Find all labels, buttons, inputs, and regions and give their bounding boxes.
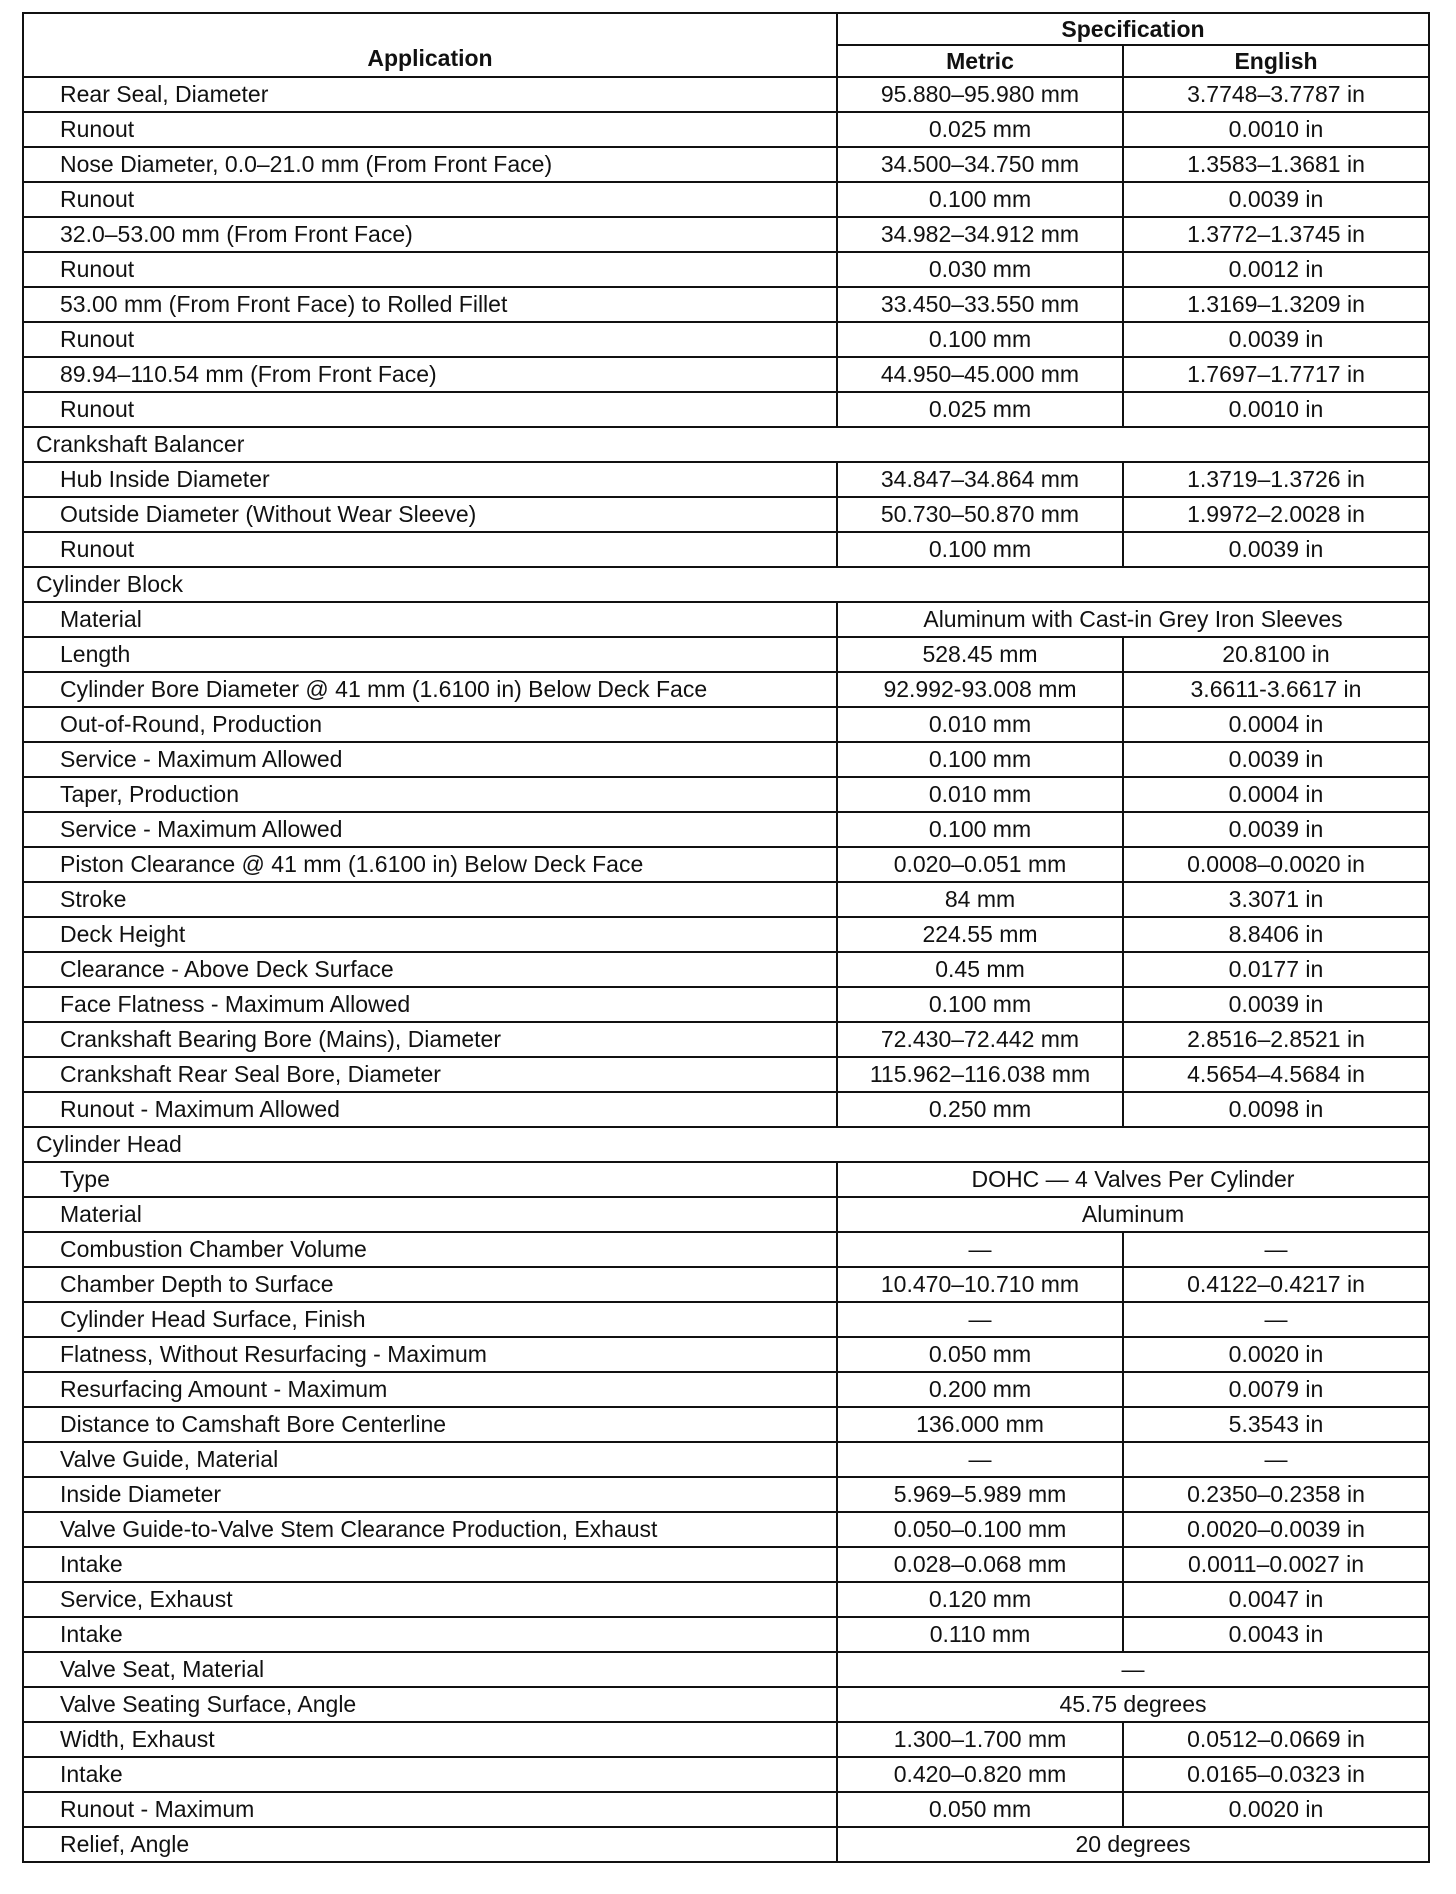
section-row <box>23 427 1429 462</box>
application-cell: Intake <box>23 1757 837 1792</box>
metric-cell: 0.100 mm <box>837 812 1123 847</box>
combined-spec-cell: DOHC — 4 Valves Per Cylinder <box>837 1162 1429 1197</box>
application-cell: Piston Clearance @ 41 mm (1.6100 in) Below Deck Face <box>23 847 837 882</box>
table-row <box>23 1337 1429 1372</box>
english-cell: — <box>1123 1442 1429 1477</box>
table-row <box>23 1162 1429 1197</box>
table-row <box>23 357 1429 392</box>
metric-cell: 0.050 mm <box>837 1337 1123 1372</box>
english-cell: 1.9972–2.0028 in <box>1123 497 1429 532</box>
english-cell: 0.0039 in <box>1123 532 1429 567</box>
application-cell: Combustion Chamber Volume <box>23 1232 837 1267</box>
metric-cell: 0.025 mm <box>837 112 1123 147</box>
section-title: Crankshaft Balancer <box>23 427 1429 462</box>
table-row <box>23 1057 1429 1092</box>
application-cell: Material <box>23 602 837 637</box>
combined-spec-cell: Aluminum with Cast-in Grey Iron Sleeves <box>837 602 1429 637</box>
application-cell: Valve Seat, Material <box>23 1652 837 1687</box>
table-row <box>23 987 1429 1022</box>
table-row <box>23 322 1429 357</box>
table-row <box>23 812 1429 847</box>
table-row <box>23 1232 1429 1267</box>
english-cell: 0.0039 in <box>1123 987 1429 1022</box>
metric-cell: 72.430–72.442 mm <box>837 1022 1123 1057</box>
table-row <box>23 952 1429 987</box>
application-cell: Chamber Depth to Surface <box>23 1267 837 1302</box>
application-header: Application <box>23 13 837 77</box>
english-cell: 1.3719–1.3726 in <box>1123 462 1429 497</box>
metric-cell: 0.100 mm <box>837 182 1123 217</box>
application-cell: Intake <box>23 1617 837 1652</box>
application-cell: Face Flatness - Maximum Allowed <box>23 987 837 1022</box>
table-row <box>23 462 1429 497</box>
table-row <box>23 1197 1429 1232</box>
application-cell: Material <box>23 1197 837 1232</box>
english-cell: 0.0512–0.0669 in <box>1123 1722 1429 1757</box>
application-cell: Runout <box>23 182 837 217</box>
table-row <box>23 1512 1429 1547</box>
application-cell: Nose Diameter, 0.0–21.0 mm (From Front Face) <box>23 147 837 182</box>
application-cell: Type <box>23 1162 837 1197</box>
metric-cell: 33.450–33.550 mm <box>837 287 1123 322</box>
english-cell: 0.0039 in <box>1123 742 1429 777</box>
english-cell: 3.3071 in <box>1123 882 1429 917</box>
table-row <box>23 532 1429 567</box>
application-cell: Outside Diameter (Without Wear Sleeve) <box>23 497 837 532</box>
application-cell: Runout <box>23 112 837 147</box>
english-cell: — <box>1123 1232 1429 1267</box>
english-cell: 5.3543 in <box>1123 1407 1429 1442</box>
table-row <box>23 1092 1429 1127</box>
english-cell: 2.8516–2.8521 in <box>1123 1022 1429 1057</box>
application-cell: Valve Seating Surface, Angle <box>23 1687 837 1722</box>
table-row <box>23 1407 1429 1442</box>
application-cell: Runout - Maximum <box>23 1792 837 1827</box>
english-cell: 0.0010 in <box>1123 112 1429 147</box>
section-row <box>23 1127 1429 1162</box>
english-cell: 0.0008–0.0020 in <box>1123 847 1429 882</box>
application-cell: Service - Maximum Allowed <box>23 742 837 777</box>
english-cell: 1.3169–1.3209 in <box>1123 287 1429 322</box>
section-row <box>23 567 1429 602</box>
combined-spec-cell: Aluminum <box>837 1197 1429 1232</box>
application-cell: Distance to Camshaft Bore Centerline <box>23 1407 837 1442</box>
application-cell: Runout - Maximum Allowed <box>23 1092 837 1127</box>
metric-cell: 34.982–34.912 mm <box>837 217 1123 252</box>
english-cell: 3.7748–3.7787 in <box>1123 77 1429 112</box>
metric-header: Metric <box>837 45 1123 77</box>
application-cell: Crankshaft Rear Seal Bore, Diameter <box>23 1057 837 1092</box>
application-cell: Intake <box>23 1547 837 1582</box>
english-cell: 0.0039 in <box>1123 182 1429 217</box>
table-row <box>23 1582 1429 1617</box>
english-cell: 8.8406 in <box>1123 917 1429 952</box>
table-row <box>23 1722 1429 1757</box>
table-row <box>23 672 1429 707</box>
table-row <box>23 497 1429 532</box>
application-cell: Deck Height <box>23 917 837 952</box>
english-cell: 0.0165–0.0323 in <box>1123 1757 1429 1792</box>
metric-cell: 0.250 mm <box>837 1092 1123 1127</box>
application-cell: Crankshaft Bearing Bore (Mains), Diameter <box>23 1022 837 1057</box>
metric-cell: 0.100 mm <box>837 322 1123 357</box>
application-cell: Hub Inside Diameter <box>23 462 837 497</box>
english-cell: 4.5654–4.5684 in <box>1123 1057 1429 1092</box>
metric-cell: 115.962–116.038 mm <box>837 1057 1123 1092</box>
application-cell: Service, Exhaust <box>23 1582 837 1617</box>
metric-cell: 0.100 mm <box>837 987 1123 1022</box>
application-cell: Service - Maximum Allowed <box>23 812 837 847</box>
metric-cell: 0.200 mm <box>837 1372 1123 1407</box>
metric-cell: 0.028–0.068 mm <box>837 1547 1123 1582</box>
table-row <box>23 742 1429 777</box>
application-cell: Runout <box>23 322 837 357</box>
application-cell: Clearance - Above Deck Surface <box>23 952 837 987</box>
spec-body <box>23 77 1429 1862</box>
metric-cell: 0.100 mm <box>837 742 1123 777</box>
application-cell: Relief, Angle <box>23 1827 837 1862</box>
metric-cell: 44.950–45.000 mm <box>837 357 1123 392</box>
application-cell: Stroke <box>23 882 837 917</box>
application-cell: Width, Exhaust <box>23 1722 837 1757</box>
english-cell: 0.0010 in <box>1123 392 1429 427</box>
table-row <box>23 217 1429 252</box>
metric-cell: 0.020–0.051 mm <box>837 847 1123 882</box>
application-cell: Resurfacing Amount - Maximum <box>23 1372 837 1407</box>
metric-cell: 0.110 mm <box>837 1617 1123 1652</box>
metric-cell: 84 mm <box>837 882 1123 917</box>
application-cell: Runout <box>23 532 837 567</box>
english-cell: 0.0004 in <box>1123 777 1429 812</box>
metric-cell: 0.010 mm <box>837 707 1123 742</box>
metric-cell: 0.050 mm <box>837 1792 1123 1827</box>
application-cell: Runout <box>23 252 837 287</box>
application-cell: Rear Seal, Diameter <box>23 77 837 112</box>
application-cell: Valve Guide, Material <box>23 1442 837 1477</box>
metric-cell: 50.730–50.870 mm <box>837 497 1123 532</box>
metric-cell: 0.030 mm <box>837 252 1123 287</box>
table-row <box>23 147 1429 182</box>
application-cell: Cylinder Bore Diameter @ 41 mm (1.6100 in) Below Deck Face <box>23 672 837 707</box>
spec-sheet <box>22 12 1428 1863</box>
application-cell: 53.00 mm (From Front Face) to Rolled Fillet <box>23 287 837 322</box>
metric-cell: 224.55 mm <box>837 917 1123 952</box>
table-row <box>23 112 1429 147</box>
table-row <box>23 917 1429 952</box>
table-row <box>23 252 1429 287</box>
table-row <box>23 1022 1429 1057</box>
table-row <box>23 1757 1429 1792</box>
table-row <box>23 1792 1429 1827</box>
metric-cell: — <box>837 1302 1123 1337</box>
english-cell: 0.0098 in <box>1123 1092 1429 1127</box>
table-row <box>23 707 1429 742</box>
table-row <box>23 1827 1429 1862</box>
metric-cell: 0.025 mm <box>837 392 1123 427</box>
table-row <box>23 777 1429 812</box>
table-row <box>23 1302 1429 1337</box>
table-row <box>23 637 1429 672</box>
table-row <box>23 1442 1429 1477</box>
application-cell: Cylinder Head Surface, Finish <box>23 1302 837 1337</box>
combined-spec-cell: — <box>837 1652 1429 1687</box>
table-row <box>23 882 1429 917</box>
table-row <box>23 287 1429 322</box>
specification-table <box>22 12 1430 1863</box>
metric-cell: 34.500–34.750 mm <box>837 147 1123 182</box>
application-cell: Flatness, Without Resurfacing - Maximum <box>23 1337 837 1372</box>
table-row <box>23 1372 1429 1407</box>
metric-cell: 10.470–10.710 mm <box>837 1267 1123 1302</box>
metric-cell: — <box>837 1232 1123 1267</box>
english-cell: 0.0177 in <box>1123 952 1429 987</box>
application-cell: Inside Diameter <box>23 1477 837 1512</box>
table-row <box>23 1267 1429 1302</box>
english-cell: 0.4122–0.4217 in <box>1123 1267 1429 1302</box>
english-cell: 0.0020 in <box>1123 1792 1429 1827</box>
table-row <box>23 392 1429 427</box>
metric-cell: 528.45 mm <box>837 637 1123 672</box>
english-cell: 0.0039 in <box>1123 812 1429 847</box>
combined-spec-cell: 20 degrees <box>837 1827 1429 1862</box>
english-cell: 0.0043 in <box>1123 1617 1429 1652</box>
combined-spec-cell: 45.75 degrees <box>837 1687 1429 1722</box>
english-cell: 0.0004 in <box>1123 707 1429 742</box>
metric-cell: 34.847–34.864 mm <box>837 462 1123 497</box>
english-cell: 3.6611-3.6617 in <box>1123 672 1429 707</box>
application-cell: 32.0–53.00 mm (From Front Face) <box>23 217 837 252</box>
metric-cell: 1.300–1.700 mm <box>837 1722 1123 1757</box>
english-cell: 0.2350–0.2358 in <box>1123 1477 1429 1512</box>
header-row-top <box>23 13 1429 45</box>
english-cell: 0.0020 in <box>1123 1337 1429 1372</box>
table-row <box>23 1547 1429 1582</box>
metric-cell: 136.000 mm <box>837 1407 1123 1442</box>
english-cell: 1.7697–1.7717 in <box>1123 357 1429 392</box>
table-row <box>23 1652 1429 1687</box>
table-row <box>23 1687 1429 1722</box>
application-cell: Valve Guide-to-Valve Stem Clearance Production, Exhaust <box>23 1512 837 1547</box>
english-cell: 20.8100 in <box>1123 637 1429 672</box>
application-cell: 89.94–110.54 mm (From Front Face) <box>23 357 837 392</box>
metric-cell: 0.100 mm <box>837 532 1123 567</box>
metric-cell: 0.050–0.100 mm <box>837 1512 1123 1547</box>
english-cell: 0.0039 in <box>1123 322 1429 357</box>
english-header: English <box>1123 45 1429 77</box>
metric-cell: 92.992-93.008 mm <box>837 672 1123 707</box>
metric-cell: 0.45 mm <box>837 952 1123 987</box>
specification-header: Specification <box>837 13 1429 45</box>
section-title: Cylinder Head <box>23 1127 1429 1162</box>
english-cell: 0.0012 in <box>1123 252 1429 287</box>
english-cell: 0.0079 in <box>1123 1372 1429 1407</box>
application-cell: Out-of-Round, Production <box>23 707 837 742</box>
metric-cell: 0.420–0.820 mm <box>837 1757 1123 1792</box>
application-cell: Runout <box>23 392 837 427</box>
table-row <box>23 602 1429 637</box>
table-row <box>23 77 1429 112</box>
metric-cell: 0.120 mm <box>837 1582 1123 1617</box>
english-cell: 0.0047 in <box>1123 1582 1429 1617</box>
table-row <box>23 1617 1429 1652</box>
metric-cell: 0.010 mm <box>837 777 1123 812</box>
metric-cell: — <box>837 1442 1123 1477</box>
section-title: Cylinder Block <box>23 567 1429 602</box>
metric-cell: 95.880–95.980 mm <box>837 77 1123 112</box>
english-cell: — <box>1123 1302 1429 1337</box>
english-cell: 0.0011–0.0027 in <box>1123 1547 1429 1582</box>
table-row <box>23 847 1429 882</box>
application-cell: Taper, Production <box>23 777 837 812</box>
table-row <box>23 182 1429 217</box>
english-cell: 1.3583–1.3681 in <box>1123 147 1429 182</box>
table-row <box>23 1477 1429 1512</box>
metric-cell: 5.969–5.989 mm <box>837 1477 1123 1512</box>
english-cell: 0.0020–0.0039 in <box>1123 1512 1429 1547</box>
application-cell: Length <box>23 637 837 672</box>
english-cell: 1.3772–1.3745 in <box>1123 217 1429 252</box>
